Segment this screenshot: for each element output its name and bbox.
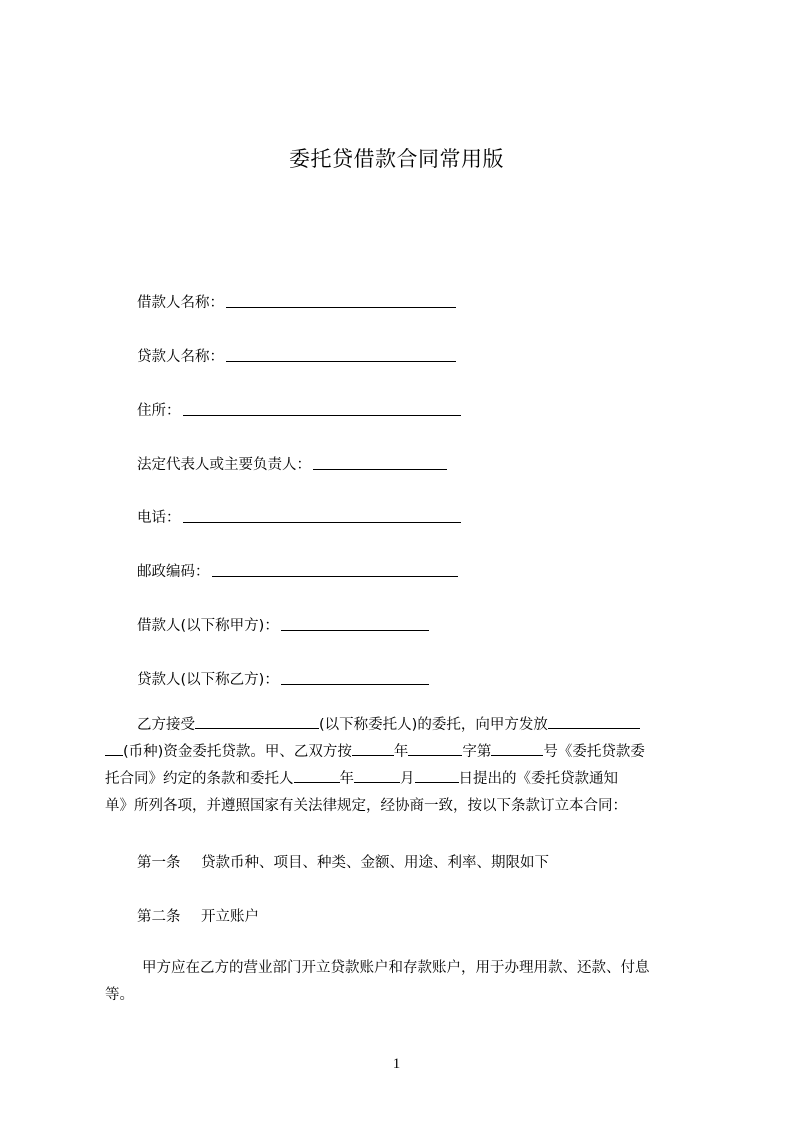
paragraph-line: 单》所列各项，并遵照国家有关法律规定，经协商一致，按以下条款订立本合同：	[105, 798, 627, 814]
fill-in-blank	[281, 683, 429, 685]
field-label: 电话：	[137, 510, 181, 526]
fill-in-blank	[183, 521, 461, 523]
field-label: 借款人(以下称甲方)：	[137, 618, 279, 634]
borrower-name-field	[137, 288, 456, 312]
fill-in-blank	[226, 306, 456, 308]
fill-in-blank	[212, 575, 458, 577]
article-number: 第二条	[137, 909, 181, 925]
field-label: 贷款人名称：	[137, 349, 224, 365]
paragraph-line: 托合同》约定的条款和委托人 年 月 日提出的《委托贷款通知	[105, 766, 702, 793]
article-1-heading	[137, 851, 549, 872]
address-field	[137, 396, 461, 420]
legal-representative-field	[137, 450, 447, 474]
paragraph-line: 等。	[105, 987, 134, 1003]
page-number: 1	[392, 1056, 401, 1072]
fill-in-blank	[281, 629, 429, 631]
party-b-field	[137, 665, 429, 689]
article-2-body	[105, 955, 702, 1009]
paragraph-line: 甲方应在乙方的营业部门开立贷款账户和存款账户，用于办理用款、还款、付息	[142, 960, 650, 976]
postal-code-field	[137, 557, 458, 581]
field-label: 法定代表人或主要负责人：	[137, 457, 311, 473]
fill-in-blank	[313, 468, 447, 470]
document-title: 委托贷借款合同常用版	[289, 147, 504, 171]
field-label: 借款人名称：	[137, 295, 224, 311]
paragraph-line: (币种)资金委托贷款。甲、乙双方按 年 字第 号《委托贷款委	[105, 739, 702, 766]
party-a-field	[137, 611, 429, 635]
field-label: 邮政编码：	[137, 564, 210, 580]
lender-name-field	[137, 342, 456, 366]
fill-in-blank	[183, 414, 461, 416]
paragraph-line: 乙方接受 (以下称委托人)的委托，向甲方发放	[105, 712, 702, 739]
article-number: 第一条	[137, 855, 181, 871]
field-label: 住所：	[137, 403, 181, 419]
field-label: 贷款人(以下称乙方)：	[137, 672, 279, 688]
article-title: 开立账户	[201, 909, 259, 925]
fill-in-blank	[226, 360, 456, 362]
article-2-heading	[137, 905, 259, 926]
article-title: 贷款币种、项目、种类、金额、用途、利率、期限如下	[201, 855, 549, 871]
preamble-paragraph	[105, 712, 702, 820]
phone-field	[137, 503, 461, 527]
